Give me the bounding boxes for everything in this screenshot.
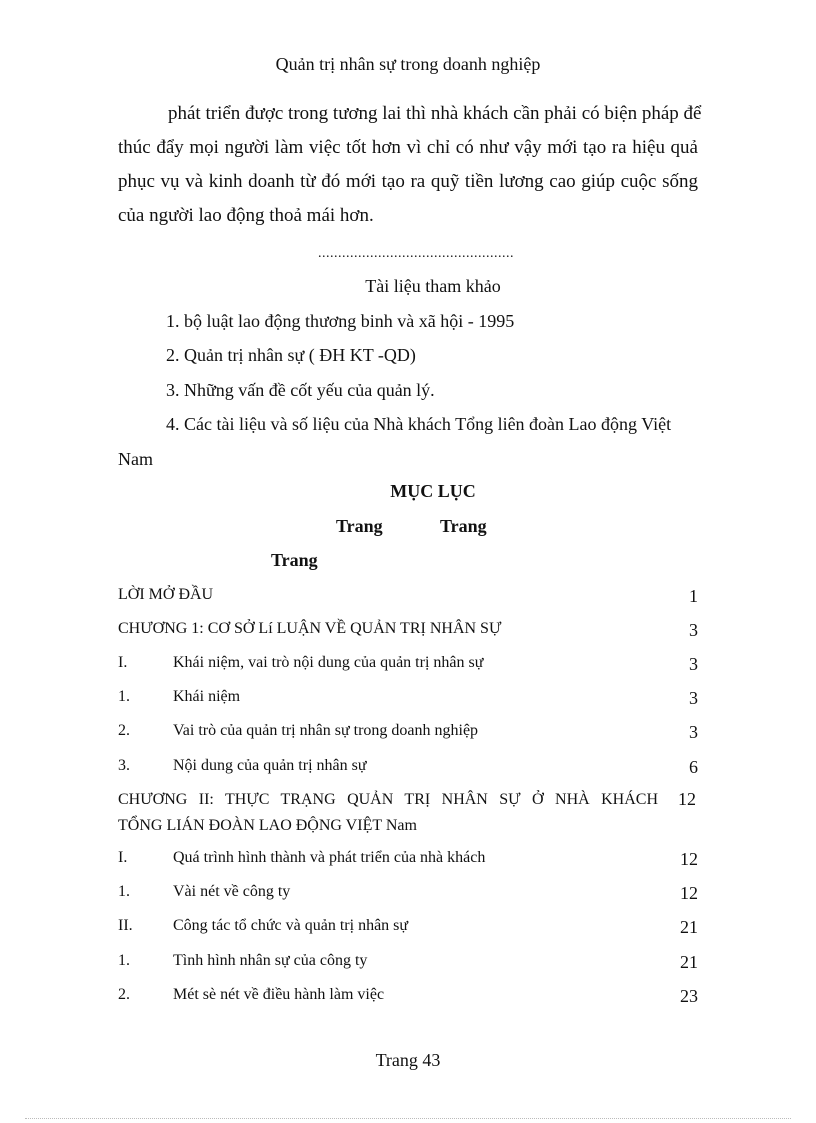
toc-entry-page: 23 bbox=[680, 986, 698, 1006]
toc-row bbox=[118, 952, 698, 976]
toc-row bbox=[118, 620, 698, 644]
toc-entry-text: Nội dung của quản trị nhân sự bbox=[173, 757, 367, 774]
toc-row bbox=[118, 883, 698, 907]
reference-item: 3. Những vấn đề cốt yếu của quản lý. bbox=[166, 380, 435, 400]
toc-row bbox=[118, 586, 698, 610]
toc-entry-number: 1. bbox=[118, 952, 130, 969]
toc-entry-text: Khái niệm bbox=[173, 688, 241, 705]
toc-row bbox=[118, 722, 698, 746]
paragraph-line: phát triển được trong tương lai thì nhà khách cần phải có biện pháp để bbox=[168, 103, 702, 124]
toc-entry-page: 12 bbox=[678, 789, 696, 809]
toc-entry-number: 1. bbox=[118, 883, 130, 900]
toc-entry-text: CHƯƠNG 1: CƠ SỞ Lí LUẬN VỀ QUẢN TRỊ NHÂN SỰ bbox=[118, 620, 502, 637]
toc-entry-text: Công tác tổ chức và quản trị nhân sự bbox=[173, 917, 409, 934]
toc-entry-page: 21 bbox=[680, 952, 698, 972]
toc-entry-page: 12 bbox=[680, 883, 698, 903]
toc-entry-page: 3 bbox=[689, 722, 698, 742]
page-footer: Trang 43 bbox=[375, 1050, 441, 1070]
toc-entry-page: 6 bbox=[689, 757, 698, 777]
toc-entry-number: I. bbox=[118, 654, 128, 671]
toc-entry-number: 3. bbox=[118, 757, 130, 774]
toc-entry-number: I. bbox=[118, 849, 128, 866]
toc-entry-text: Mét sè nét về điều hành làm việc bbox=[173, 986, 385, 1003]
paragraph-line: thúc đẩy mọi người làm việc tốt hơn vì chỉ có như vậy mới tạo ra hiệu quả bbox=[118, 137, 698, 158]
toc-page-label: Trang bbox=[336, 516, 383, 536]
toc-row bbox=[118, 654, 698, 678]
toc-entry-text: Tình hình nhân sự của công ty bbox=[173, 952, 368, 969]
toc-title: MỤC LỤC bbox=[390, 481, 476, 501]
toc-entry-text: Quá trình hình thành và phát triển của nhà khách bbox=[173, 849, 486, 866]
page-header: Quản trị nhân sự trong doanh nghiệp bbox=[275, 54, 541, 74]
toc-entry-page: 3 bbox=[689, 654, 698, 674]
bottom-divider bbox=[25, 1118, 791, 1119]
toc-entry-page: 1 bbox=[689, 586, 698, 606]
toc-entry-number: 1. bbox=[118, 688, 130, 705]
toc-entry-number: 2. bbox=[118, 986, 130, 1003]
toc-entry-page: 3 bbox=[689, 620, 698, 640]
toc-page-label: Trang bbox=[271, 550, 318, 570]
toc-entry-number: 2. bbox=[118, 722, 130, 739]
toc-chapter2-line: CHƯƠNG II: THỰC TRẠNG QUẢN TRỊ NHÂN SỰ Ở NHÀ KHÁCH bbox=[118, 791, 658, 808]
paragraph-line: của người lao động thoả mái hơn. bbox=[118, 205, 374, 226]
toc-chapter2-line: TỔNG LIÁN ĐOÀN LAO ĐỘNG VIỆT Nam bbox=[118, 817, 417, 834]
toc-row bbox=[118, 986, 698, 1010]
reference-item: 1. bộ luật lao động thương binh và xã hội - 1995 bbox=[166, 311, 515, 331]
toc-page-label: Trang bbox=[440, 516, 487, 536]
toc-chapter2 bbox=[118, 787, 658, 839]
references-title: Tài liệu tham khảo bbox=[365, 276, 501, 296]
toc-entry-text: Vai trò của quản trị nhân sự trong doanh nghiệp bbox=[173, 722, 479, 739]
toc-entry-text: LỜI MỞ ĐẦU bbox=[118, 586, 214, 603]
toc-entry-text: Vài nét về công ty bbox=[173, 883, 291, 900]
reference-continuation: Nam bbox=[118, 449, 153, 469]
separator-dots: ................................................. bbox=[318, 246, 514, 261]
toc-entry-page: 21 bbox=[680, 917, 698, 937]
paragraph-line: phục vụ và kinh doanh từ đó mới tạo ra quỹ tiền lương cao giúp cuộc sống bbox=[118, 171, 698, 192]
toc-entry-number: II. bbox=[118, 917, 133, 934]
toc-entry-text: Khái niệm, vai trò nội dung của quản trị nhân sự bbox=[173, 654, 484, 671]
toc-entry-page: 3 bbox=[689, 688, 698, 708]
toc-row bbox=[118, 688, 698, 712]
reference-item: 4. Các tài liệu và số liệu của Nhà khách Tổng liên đoàn Lao động Việt bbox=[166, 414, 672, 434]
reference-item: 2. Quản trị nhân sự ( ĐH KT -QD) bbox=[166, 345, 416, 365]
toc-row bbox=[118, 849, 698, 873]
toc-entry-page: 12 bbox=[680, 849, 698, 869]
toc-row bbox=[118, 917, 698, 941]
toc-row bbox=[118, 757, 698, 781]
body-paragraph bbox=[118, 97, 702, 233]
